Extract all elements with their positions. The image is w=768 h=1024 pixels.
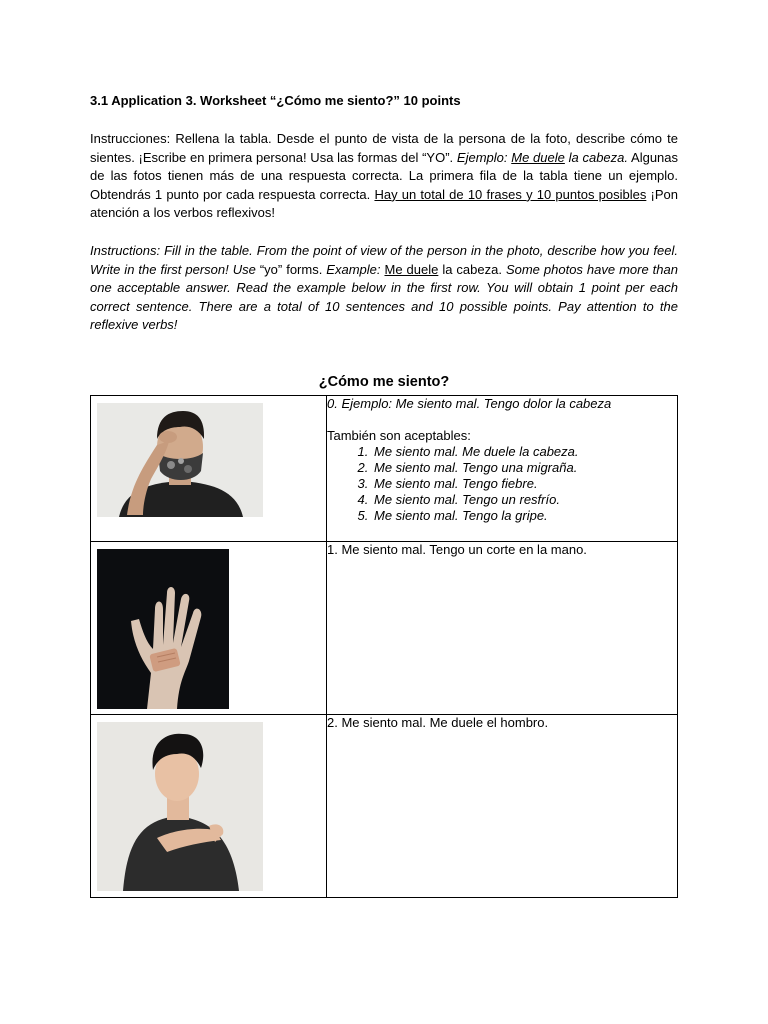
- table-row: [91, 542, 678, 715]
- instructions-english: [90, 242, 678, 335]
- shoulder-pain-man-photo: [97, 722, 263, 891]
- instructions-en-example-rest: la cabeza.: [438, 261, 502, 277]
- instructions-es-example-label: Ejemplo:: [456, 149, 512, 165]
- answer-cell: [327, 715, 678, 898]
- instructions-es-total-underlined: Hay un total de 10 frases y 10 puntos posibles: [374, 186, 647, 202]
- answer-cell: [327, 396, 678, 542]
- instructions-en-text-1: Instructions: Fill in the table. From the point of view of the person in the photo, describe how you feel. Write in the first person! Use: [90, 243, 678, 277]
- instructions-es-text-1: Instrucciones: Rellena la tabla. Desde el punto de vista de la persona de la foto, describe cómo te sientes. ¡Escribe en primera persona! Usa las formas del “YO”.: [90, 131, 678, 165]
- instructions-en-example-label: Example:: [322, 261, 385, 277]
- table-row: [91, 396, 678, 542]
- list-item: 2. Me siento mal. Tengo una migraña.: [372, 460, 677, 476]
- bandaged-hand-photo: [97, 549, 229, 709]
- example-answer: 0. Ejemplo: Me siento mal. Tengo dolor la cabeza: [327, 396, 612, 411]
- photo-cell: [91, 542, 327, 715]
- also-acceptable-label: También son aceptables:: [327, 428, 471, 443]
- page-title: 3.1 Application 3. Worksheet “¿Cómo me siento?” 10 points: [90, 93, 461, 108]
- instructions-es-example-rest: la cabeza.: [564, 149, 628, 165]
- answer-text: 1. Me siento mal. Tengo un corte en la mano.: [327, 542, 587, 557]
- instructions-en-example-underlined: Me duele: [384, 261, 439, 277]
- instructions-en-text-2: Some photos have more than one acceptable answer. Read the example below in the first row. You will obtain 1 point per each correct sentence. There are a total of 10 sentences and 10 possible points. Pay attention to the reflexive verbs!: [90, 261, 678, 333]
- answer-text: 2. Me siento mal. Me duele el hombro.: [327, 715, 549, 730]
- list-item: 5. Me siento mal. Tengo la gripe.: [372, 508, 677, 524]
- photo-cell: [91, 396, 327, 542]
- acceptable-answers-list: [327, 444, 677, 524]
- instructions-en-yo-forms: “yo” forms.: [259, 261, 323, 277]
- instructions-spanish: [90, 130, 678, 223]
- photo-cell: [91, 715, 327, 898]
- answer-cell: [327, 542, 678, 715]
- headache-masked-man-photo: [97, 403, 263, 517]
- list-item: 3. Me siento mal. Tengo fiebre.: [372, 476, 677, 492]
- instructions-es-example-underlined: Me duele: [511, 149, 565, 165]
- list-item: 4. Me siento mal. Tengo un resfrío.: [372, 492, 677, 508]
- list-item: 1. Me siento mal. Me duele la cabeza.: [372, 444, 677, 460]
- instructions-es-text-2: Algunas de las fotos tienen más de una respuesta correcta. La primera fila de la tabla tiene un ejemplo. Obtendrás 1 punto por cada respuesta correcta.: [90, 149, 679, 202]
- worksheet-table: [90, 395, 678, 898]
- table-row: [91, 715, 678, 898]
- table-title: ¿Cómo me siento?: [318, 374, 450, 390]
- instructions-es-text-3: ¡Pon atención a los verbos reflexivos!: [90, 186, 678, 221]
